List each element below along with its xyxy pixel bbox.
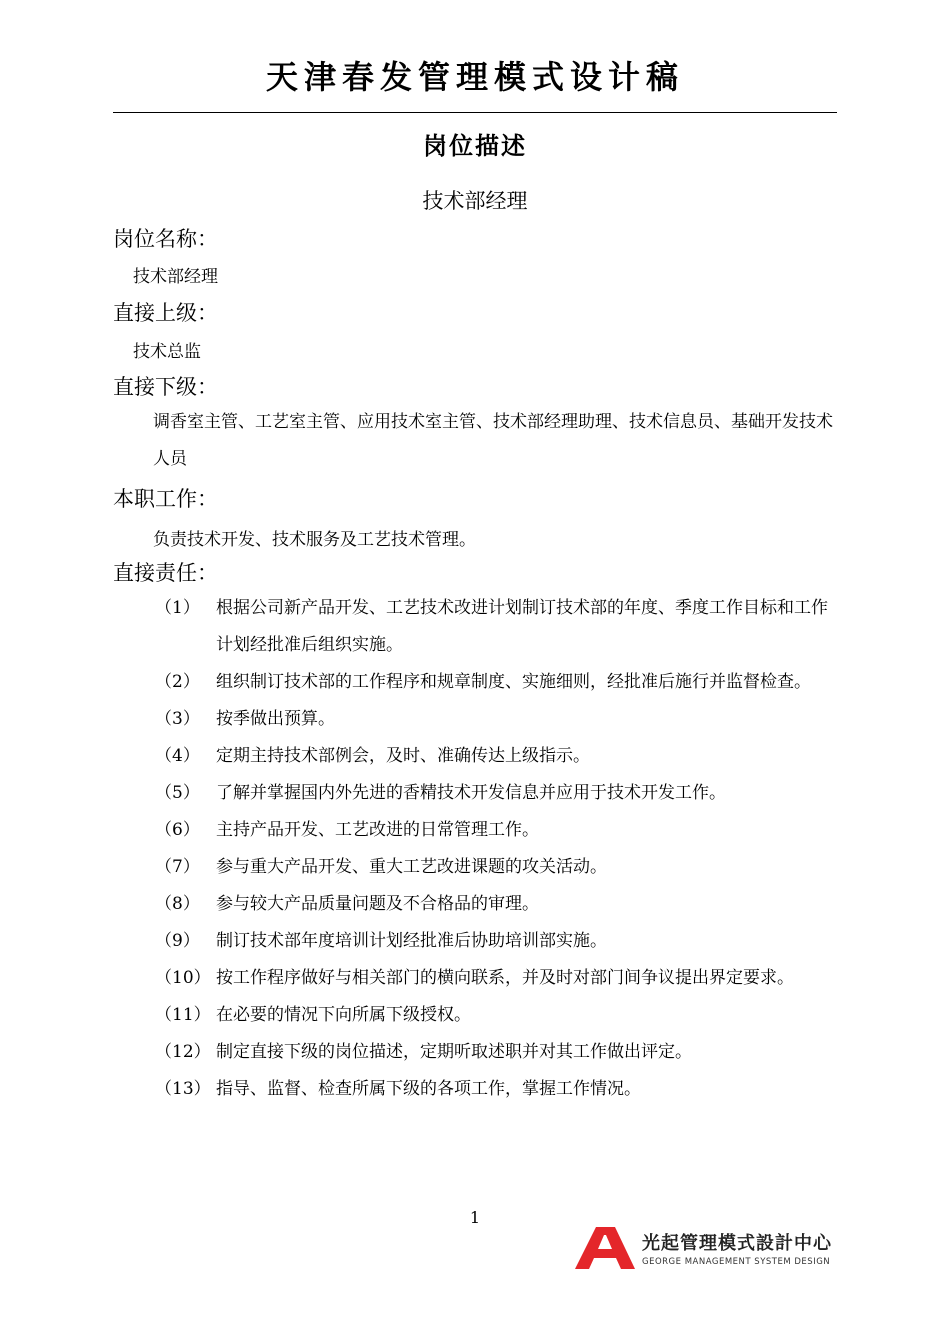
main-work-heading: 本职工作：	[113, 487, 218, 511]
responsibility-item	[0, 1034, 950, 1071]
item-number: （13）	[155, 1079, 211, 1099]
item-number: （10）	[155, 968, 211, 988]
responsibility-item	[0, 923, 950, 960]
item-text: 按季做出预算。	[216, 709, 335, 729]
responsibilities-heading: 直接责任：	[113, 561, 218, 585]
responsibility-item	[0, 590, 950, 664]
item-text: 按工作程序做好与相关部门的横向联系，并及时对部门间争议提出界定要求。	[216, 968, 794, 988]
item-number: （1）	[155, 598, 200, 618]
item-text: 指导、监督、检查所属下级的各项工作，掌握工作情况。	[216, 1079, 641, 1099]
item-number: （5）	[155, 783, 200, 803]
job-name-value: 技术部经理	[133, 267, 218, 287]
item-text: 根据公司新产品开发、工艺技术改进计划制订技术部的年度、季度工作目标和工作计划经批准后组织实施。	[216, 598, 828, 655]
item-number: （12）	[155, 1042, 211, 1062]
responsibility-item	[0, 738, 950, 775]
main-work-value: 负责技术开发、技术服务及工艺技术管理。	[153, 530, 476, 550]
brand-logo	[575, 1227, 840, 1272]
responsibility-item	[0, 997, 950, 1034]
item-number: （11）	[155, 1005, 211, 1025]
responsibility-item	[0, 1071, 950, 1108]
item-number: （8）	[155, 894, 200, 914]
document-title: 岗位描述	[423, 132, 527, 160]
item-text: 了解并掌握国内外先进的香精技术开发信息并应用于技术开发工作。	[216, 783, 726, 803]
item-text: 在必要的情况下向所属下级授权。	[216, 1005, 471, 1025]
superior-heading: 直接上级：	[113, 301, 218, 325]
item-text: 主持产品开发、工艺改进的日常管理工作。	[216, 820, 539, 840]
logo-a-icon	[575, 1227, 635, 1269]
brand-tagline: GEORGE MANAGEMENT SYSTEM DESIGN	[642, 1257, 831, 1267]
responsibility-item	[0, 775, 950, 812]
page-number: 1	[469, 1208, 481, 1227]
item-text: 制订技术部年度培训计划经批准后协助培训部实施。	[216, 931, 607, 951]
responsibility-item	[0, 701, 950, 738]
item-text: 定期主持技术部例会，及时、准确传达上级指示。	[216, 746, 590, 766]
page-header-title: 天津春发管理模式设计稿	[265, 58, 684, 96]
item-number: （2）	[155, 672, 200, 692]
subordinates-heading: 直接下级：	[113, 375, 218, 399]
item-number: （7）	[155, 857, 200, 877]
job-name-heading: 岗位名称：	[113, 227, 218, 251]
responsibility-item	[0, 849, 950, 886]
item-text: 参与重大产品开发、重大工艺改进课题的攻关活动。	[216, 857, 607, 877]
responsibility-item	[0, 960, 950, 997]
brand-name: 光起管理模式設計中心	[642, 1233, 832, 1254]
item-number: （9）	[155, 931, 200, 951]
responsibilities-list	[0, 590, 950, 1108]
header-divider	[113, 112, 837, 113]
item-number: （4）	[155, 746, 200, 766]
superior-value: 技术总监	[133, 342, 201, 362]
responsibility-item	[0, 812, 950, 849]
item-text: 参与较大产品质量问题及不合格品的审理。	[216, 894, 539, 914]
item-text: 组织制订技术部的工作程序和规章制度、实施细则，经批准后施行并监督检查。	[216, 672, 811, 692]
item-text: 制定直接下级的岗位描述，定期听取述职并对其工作做出评定。	[216, 1042, 692, 1062]
item-number: （6）	[155, 820, 200, 840]
position-title: 技术部经理	[422, 189, 528, 213]
item-number: （3）	[155, 709, 200, 729]
subordinates-value: 调香室主管、工艺室主管、应用技术室主管、技术部经理助理、技术信息员、基础开发技术人员	[153, 412, 833, 469]
responsibility-item	[0, 886, 950, 923]
responsibility-item	[0, 664, 950, 701]
